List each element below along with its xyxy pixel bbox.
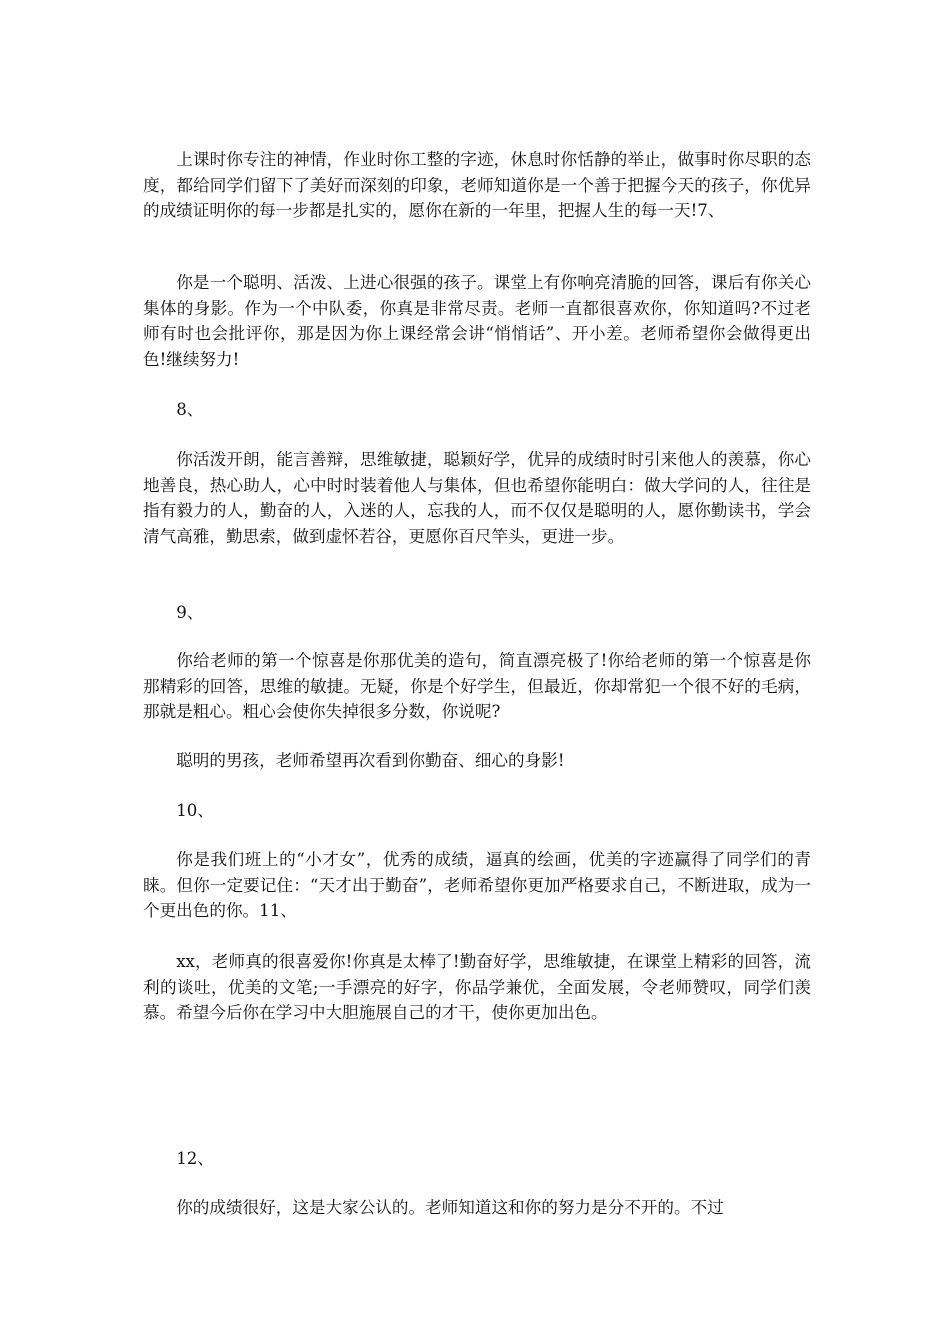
paragraph-7: xx，老师真的很喜爱你!你真是太棒了!勤奋好学，思维敏捷，在课堂上精彩的回答，流利的谈吐，优美的文笔;一手漂亮的好字，你品学兼优，全面发展，令老师赞叹，同学们羡慕。希望今后你在学习中大胆施展自己的才干，使你更加出色。 [143,952,811,1022]
paragraph-6: 你是我们班上的“小才女”，优秀的成绩，逼真的绘画，优美的字迹赢得了同学们的青睐。但你一定要记住：“天才出于勤奋”，老师希望你更加严格要求自己，不断进取，成为一个更出色的你。11、 [143,850,811,920]
paragraph-5: 聪明的男孩，老师希望再次看到你勤奋、细心的身影! [176,751,565,770]
paragraph-1: 上课时你专注的神情，作业时你工整的字迹，休息时你恬静的举止，做事时你尽职的态度，都给同学们留下了美好而深刻的印象，老师知道你是一个善于把握今天的孩子，你优异的成绩证明你的每一步都是扎实的，愿你在新的一年里，把握人生的每一天!7、 [143,150,811,220]
paragraph-4: 你给老师的第一个惊喜是你那优美的造句，简直漂亮极了!你给老师的第一个惊喜是你那精彩的回答，思维的敏捷。无疑，你是个好学生，但最近，你却常犯一个很不好的毛病，那就是粗心。粗心会使你失掉很多分数，你说呢? [143,651,811,721]
paragraph-number-9: 9、 [176,603,204,622]
paragraph-number-12: 12、 [176,1149,214,1168]
paragraph-number-8: 8、 [176,400,204,419]
paragraph-8: 你的成绩很好，这是大家公认的。老师知道这和你的努力是分不开的。不过 [176,1198,724,1217]
paragraph-2: 你是一个聪明、活泼、上进心很强的孩子。课堂上有你响亮清脆的回答，课后有你关心集体的身影。作为一个中队委，你真是非常尽责。老师一直都很喜欢你，你知道吗?不过老师有时也会批评你，那是因为你上课经常会讲“悄悄话”、开小差。老师希望你会做得更出色!继续努力! [143,273,811,369]
paragraph-number-10: 10、 [176,801,214,820]
paragraph-3: 你活泼开朗，能言善辩，思维敏捷，聪颖好学，优异的成绩时时引来他人的羡慕，你心地善良，热心助人，心中时时装着他人与集体，但也希望你能明白：做大学问的人，往往是指有毅力的人，勤奋的人，入迷的人，忘我的人，而不仅仅是聪明的人，愿你勤读书，学会清气高雅，勤思索，做到虚怀若谷，更愿你百尺竿头，更进一步。 [143,450,811,546]
